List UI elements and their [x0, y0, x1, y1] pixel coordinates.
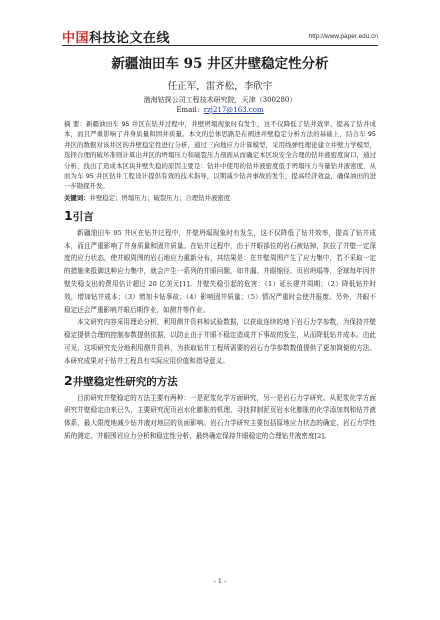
section-title-2: 井壁稳定性研究的方法 — [72, 375, 178, 388]
section-heading-1 — [64, 209, 376, 224]
keywords-label: 关键词： — [64, 193, 90, 202]
page-header — [0, 0, 440, 46]
paper-affiliation: 渤海钻探公司工程技术研究院，天津（300280） — [143, 96, 297, 104]
header-divider — [62, 45, 378, 46]
section-title-1: 引言 — [72, 210, 94, 223]
section-heading-2 — [64, 374, 376, 389]
paper-email-line — [64, 105, 376, 115]
section-number-2: 2 — [64, 372, 73, 388]
email-label: Email： — [176, 106, 204, 114]
section-1-paragraph-1: 新疆油田车 95 井区在钻井过程中，井壁坍塌现象时有发生，这不仅降低了钻井效率，提高了钻井成本，而且严重影响了井身质量和固井质量。在钻井过程中，由于井眼部位的岩石被钻掉，抗拉了井壁一定深度的应力状态，使井眼周围的岩石地应力重新分布，其结果是：在井壁周围产生了应力集中，若不采取一定的措施来抵御这种应力集中，就会产生一系列的井眼问题，如井漏、井眼缩径、页岩坍塌等，全球每年因井壁失稳支出的费用估计超过 20 亿美元[1]。井壁失稳引起的危害：（1）延长建井周期；（2）降低钻井时效，增加钻井成本；（3）增加卡钻事故；（4）影响固井质量；（5）情况严重时会使井报废。另外，井眼不稳定还会严重影响井眼后期作业，如测井等作业。 — [64, 228, 376, 314]
section-number-1: 1 — [64, 207, 73, 223]
email-link[interactable]: rzj217@163.com — [203, 106, 264, 114]
site-url[interactable]: http://www.paper.edu.cn — [308, 33, 378, 40]
paper-title: 新疆油田车 95 井区井壁稳定性分析 — [111, 56, 329, 72]
paper-abstract: 摘 要：新疆油田车 95 井区在钻井过程中，井壁坍塌现象时有发生，这不仅降低了钻井效率、提高了钻井成本，而且严重影响了井身质量和固井质量。本文的总体思路是在阐述井壁稳定分析方法的基础上，结合车 95 井区的数据对该井区的井壁稳定性进行分析，通过三向地应力计算模型，采用线弹性理论建立井壁力学模型，选择合理的破坏准则计算出井区的坍塌压力和破裂压力剖面从而确定本区块安全合理的钻井液密度窗口，通过分析，找出了造成本区块井壁失稳的原因主要是：钻井中使用的钻井液密度低于坍塌压力当量钻井液密度，从而为车 95 井区钻井工程设计提供有效的技术指导，以期减少钻井事故的发生，提高经济效益，确保油田的进一步勘探开发。 — [64, 120, 376, 191]
keywords-text: 井壁稳定；坍塌压力；破裂压力；合理钻井液密度 — [89, 193, 231, 202]
section-1-paragraph-2: 本文研究内容采用理论分析，利用测井资料和试验数据，以获取连续的地下岩石力学参数，为保持井壁稳定提供合理的控制参数提供依据，以防止由于井眼不稳定造成井下事故的发生，从而降低钻井成本。由此可见，这项研究充分地利用测井资料，为获取钻井工程所需要的岩石力学参数数值提供了更加简便的方法。本研究成果对于钻井工程具有实际应用价值和指导意义。 — [64, 318, 376, 365]
page-number: - 1 - — [213, 577, 227, 585]
paper-keywords — [64, 193, 376, 203]
paper-content — [64, 55, 376, 443]
paper-authors: 任正军，雷齐松，李欣宇 — [167, 81, 273, 92]
logo-text-prefix: 中国 — [62, 31, 90, 46]
section-2-paragraph-1: 目前研究井壁稳定的方法主要有两种：一是泥浆化学方面研究，另一是岩石力学研究。从泥浆化学方面研究井壁稳定由来已久，主要研究泥页岩水化膨胀的机理，寻找抑制泥页岩水化膨胀的化学添加剂和钻井液体系，最大限度地减少钻井液对地层的负面影响。岩石力学研究主要包括原地应力状态的确定、岩石力学性质的测定、井眼围岩应力分析和稳定性分析，最终确定保持井眼稳定的合理钻井液密度[2]。 — [64, 393, 376, 440]
logo-text-main: 科技论文在线 — [89, 31, 171, 46]
site-logo[interactable] — [62, 27, 170, 46]
